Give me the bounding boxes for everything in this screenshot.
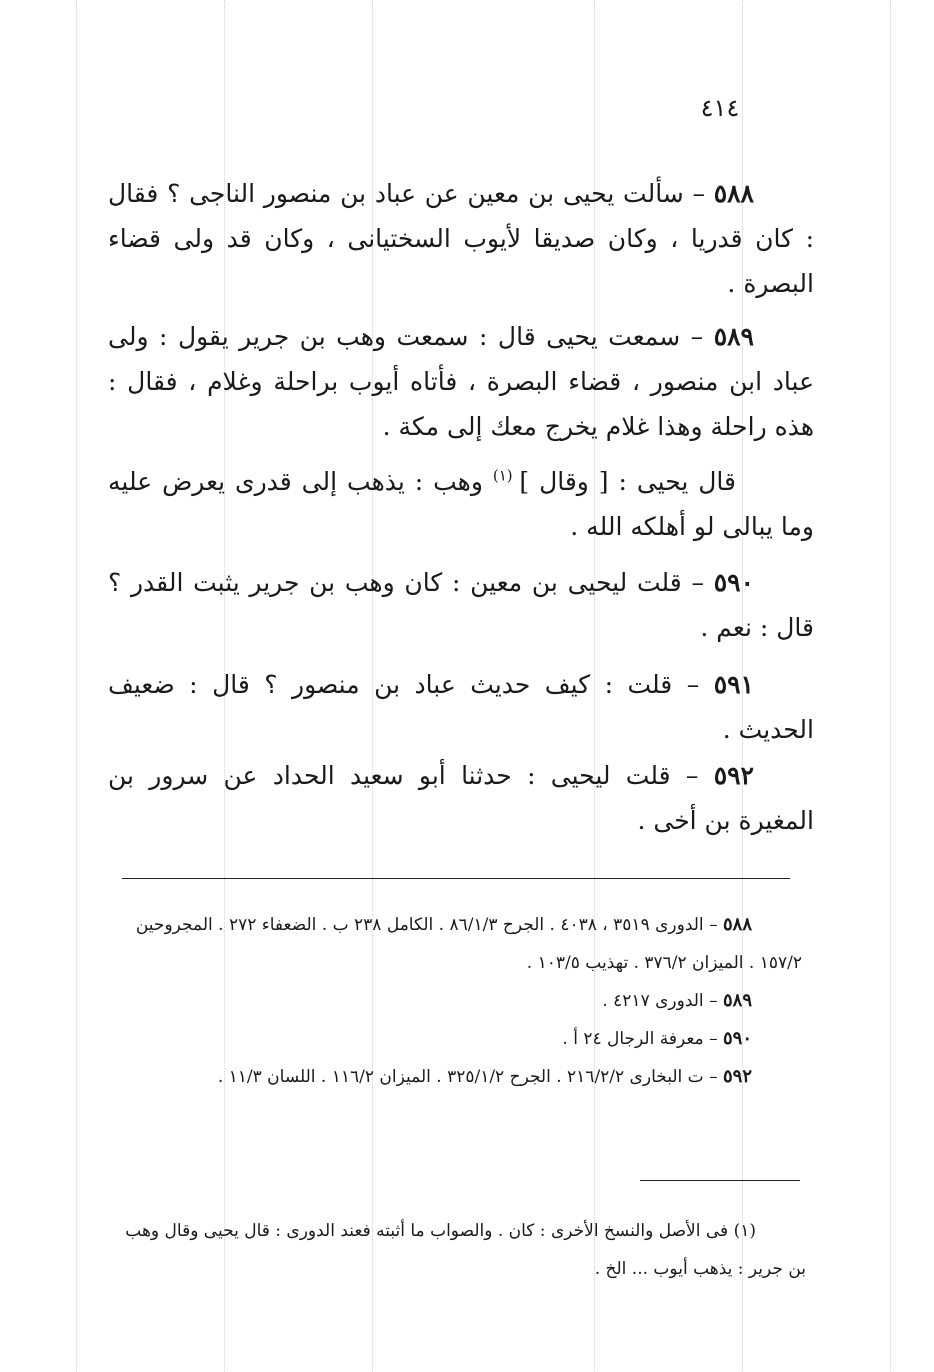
note-text: معرفة الرجال ٢٤ أ . [562, 1029, 704, 1049]
entry-dash: – [672, 670, 714, 699]
entry-591 [108, 662, 814, 752]
note-dash: – [703, 915, 723, 935]
entry-paragraph [108, 314, 814, 449]
entry-number: ٥٩٢ [713, 761, 754, 790]
note-dash: – [703, 1067, 723, 1087]
page-number: ٤١٤ [700, 94, 740, 122]
notes-separator [122, 878, 790, 879]
source-note-589 [112, 982, 802, 1020]
note-dash: – [703, 1029, 723, 1049]
scan-grid-line [76, 0, 77, 1372]
entry-590 [108, 560, 814, 650]
entry-text: سألت يحيى بن معين عن عباد بن منصور الناجى ؟ فقال : كان قدريا ، وكان صديقا لأيوب السختيانى ، وكان قد ولى قضاء البصرة . [108, 179, 814, 298]
scan-grid-line [890, 0, 891, 1372]
entry-paragraph [108, 560, 814, 650]
entry-number: ٥٩٠ [713, 568, 754, 597]
remark-text-start: قال يحيى : [ وقال ] [519, 467, 736, 496]
source-note-590 [112, 1020, 802, 1058]
footnote-separator [640, 1180, 800, 1181]
entry-589 [108, 314, 814, 449]
entry-number: ٥٩١ [713, 670, 754, 699]
entry-dash: – [680, 322, 714, 351]
footnote-text: (١) فى الأصل والنسخ الأخرى : كان . والصواب ما أثبته فعند الدورى : قال يحيى وقال وهب بن جرير : يذهب أيوب ... الخ . [125, 1221, 806, 1279]
entry-588 [108, 171, 814, 306]
entry-text: قلت ليحيى بن معين : كان وهب بن جرير يثبت القدر ؟ قال : نعم . [108, 568, 814, 642]
entry-dash: – [681, 568, 714, 597]
source-note-592 [112, 1058, 802, 1096]
note-number: ٥٩٠ [722, 1028, 752, 1049]
footnote-reference: (١) [492, 466, 520, 485]
entry-paragraph [108, 662, 814, 752]
entry-592 [108, 753, 814, 843]
entry-paragraph [108, 753, 814, 843]
note-number: ٥٨٩ [722, 990, 752, 1011]
footnote [112, 1212, 806, 1288]
entry-text: قلت ليحيى : حدثنا أبو سعيد الحداد عن سرور بن المغيرة بن أخى . [108, 761, 814, 835]
note-number: ٥٩٢ [722, 1066, 752, 1087]
entry-number: ٥٨٩ [713, 322, 754, 351]
source-note-588 [112, 906, 802, 982]
entry-number: ٥٨٨ [713, 179, 754, 208]
note-text: الدورى ٤٢١٧ . [602, 991, 704, 1011]
remark-text-end: وهب : يذهب إلى قدرى يعرض عليه وما يبالى لو أهلكه الله . [108, 467, 814, 541]
entry-paragraph [108, 459, 814, 549]
note-text: الدورى ٣٥١٩ ، ٤٠٣٨ . الجرح ٨٦/١/٣ . الكامل ٢٣٨ ب . الضعفاء ٢٧٢ . المجروحين ١٥٧/٢ . الميزان ٣٧٦/٢ . تهذيب ١٠٣/٥ . [135, 915, 802, 973]
entry-text: سمعت يحيى قال : سمعت وهب بن جرير يقول : ولى عباد ابن منصور ، قضاء البصرة ، فأتاه أيوب براحلة وغلام ، فقال : هذه راحلة وهذا غلام يخرج معك إلى مكة . [108, 322, 814, 441]
entry-paragraph [108, 171, 814, 306]
note-text: ت البخارى ٢١٦/٢/٢ . الجرح ٣٢٥/١/٢ . الميزان ١١٦/٢ . اللسان ١١/٣ . [217, 1067, 704, 1087]
source-notes [112, 906, 802, 1096]
entry-dash: – [670, 761, 714, 790]
note-number: ٥٨٨ [722, 914, 752, 935]
yahya-remark [108, 459, 814, 549]
entry-dash: – [683, 179, 714, 208]
note-dash: – [703, 991, 723, 1011]
entry-text: قلت : كيف حديث عباد بن منصور ؟ قال : ضعيف الحديث . [108, 670, 814, 744]
